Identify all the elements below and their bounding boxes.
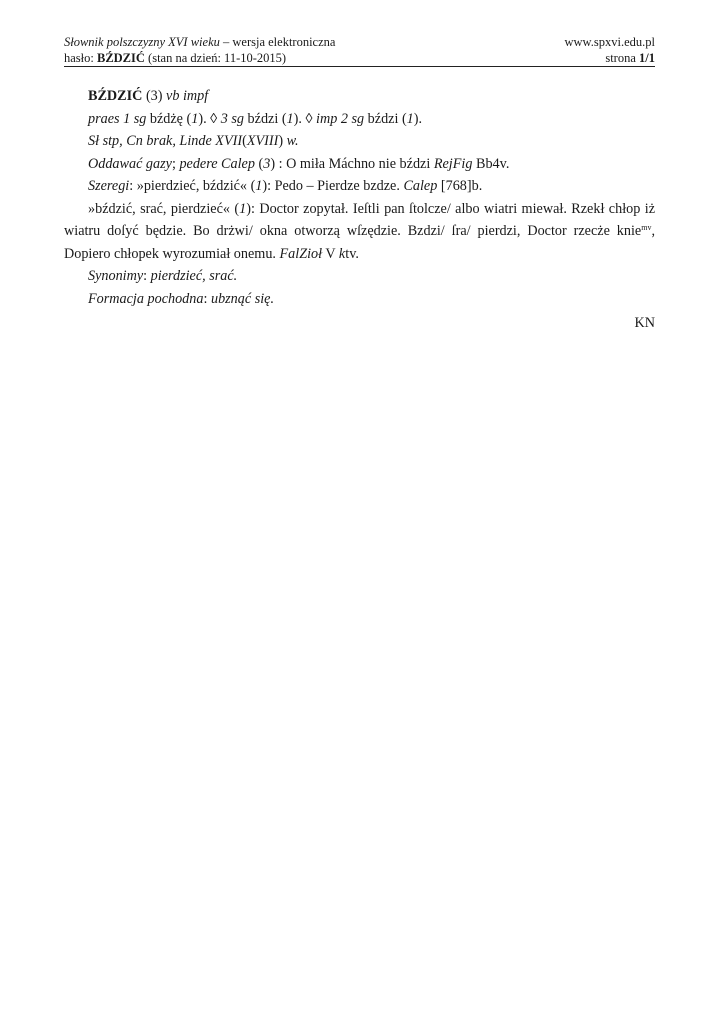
page-header bbox=[64, 34, 655, 66]
headword: BŹDZIĆ bbox=[88, 88, 143, 104]
site-url[interactable]: www.spxvi.edu.pl bbox=[564, 35, 655, 49]
author-signature: KN bbox=[634, 315, 655, 331]
page-indicator: strona 1/1 bbox=[605, 51, 655, 65]
entry-headline: BŹDZIĆ (3) vb impf bbox=[88, 88, 209, 104]
definition-line: Oddawać gazy; pedere Calep (3) : O miła Máchno nie bździ RejFig Bb4v. bbox=[88, 155, 510, 172]
header-row-2 bbox=[64, 50, 655, 66]
dictionary-title: Słownik polszczyzny XVI wieku – wersja elektroniczna bbox=[64, 35, 336, 49]
entry-body bbox=[64, 85, 655, 335]
derivative-line: Formacja pochodna: ubznąć się. bbox=[88, 290, 275, 307]
header-divider bbox=[64, 66, 655, 67]
entry-info: hasło: BŹDZIĆ (stan na dzień: 11-10-2015) bbox=[64, 51, 287, 65]
inflection-line: praes 1 sg bźdżę (1). ◊ 3 sg bździ (1). ◊ imp 2 sg bździ (1). bbox=[88, 110, 423, 127]
synonyms-line: Synonimy: pierdzieć, srać. bbox=[88, 268, 238, 284]
header-row-1 bbox=[64, 34, 655, 50]
citation-paragraph: »bździć, srać, pierdzieć« (1): Doctor zopytał. Ieſtli pan ſtolcze/ albo wiatri miewał. Rzekł chłop iż wiatru doſyć będzie. Bo drżwi/ okna otworzą wſzędzie. Bzdzi/ ſra/ pierdzi, Doctor rzecże knie$^{mv}$, Dopiero chłopek wyrozumiał onemu. FalZioł V ktv. bbox=[64, 200, 655, 262]
sources-line: Sł stp, Cn brak, Linde XVII(XVIII) w. bbox=[88, 133, 299, 149]
series-line: Szeregi: »pierdzieć, bździć« (1): Pedo – Pierdze bzdze. Calep [768]b. bbox=[88, 178, 483, 194]
